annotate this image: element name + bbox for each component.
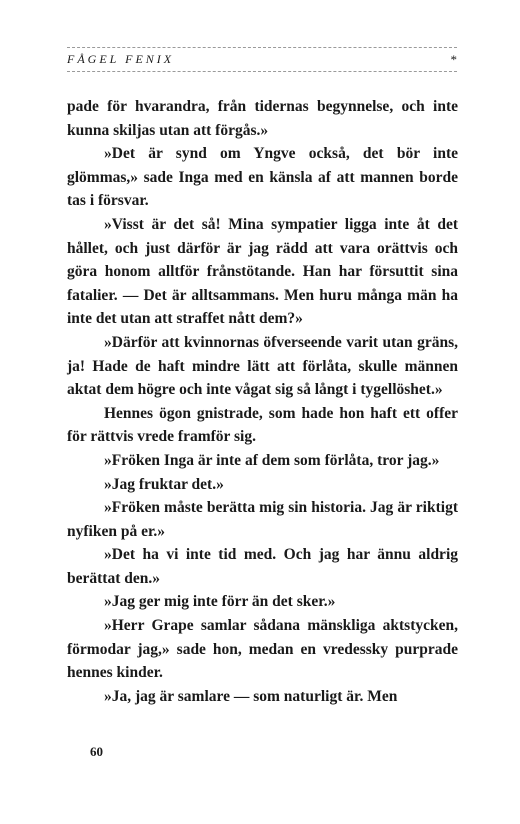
header-rule-bottom — [67, 71, 457, 72]
paragraph: »Därför att kvinnornas öfverseende varit utan gräns, ja! Hade de haft mindre lätt att förlåta, skulle männen aktat dem högre och inte vågat sig så långt i tygellöshet.» — [67, 333, 458, 399]
paragraph: »Ja, jag är samlare — som naturligt är. Men — [104, 687, 398, 705]
running-head — [67, 52, 457, 68]
paragraph: »Jag fruktar det.» — [104, 475, 224, 493]
paragraph: »Visst är det så! Mina sympatier ligga inte åt det hållet, och just därför är jag rädd att vara orättvis och göra honom alltför frånstötande. Han har försuttit sina fatalier. — Det är alltsammans. Men huru många män ha inte det utan att straffet nått dem?» — [67, 215, 458, 328]
paragraph: pade för hvarandra, från tidernas begynnelse, och inte kunna skiljas utan att förgås.» — [67, 98, 458, 139]
body-text — [67, 95, 458, 708]
paragraph: »Det är synd om Yngve också, det bör inte glömmas,» sade Inga med en känsla af att mannen borde tas i försvar. — [67, 145, 458, 210]
paragraph: »Det ha vi inte tid med. Och jag har ännu aldrig berättat den.» — [67, 546, 458, 587]
paragraph: »Fröken måste berätta mig sin historia. Jag är riktigt nyfiken på er.» — [67, 499, 458, 540]
paragraph: »Jag ger mig inte förr än det sker.» — [104, 593, 336, 611]
page-number: 60 — [90, 744, 103, 759]
running-head-title: FÅGEL FENIX — [67, 52, 175, 66]
header-rule-top — [67, 47, 457, 48]
paragraph: »Herr Grape samlar sådana mänskliga aktstycken, förmodar jag,» sade hon, medan en vredessky purprade hennes kinder. — [67, 617, 458, 682]
asterisk-ornament-icon: * — [450, 52, 457, 67]
paragraph: »Fröken Inga är inte af dem som förlåta, tror jag.» — [104, 451, 440, 469]
paragraph: Hennes ögon gnistrade, som hade hon haft ett offer för rättvis vrede framför sig. — [67, 404, 458, 446]
